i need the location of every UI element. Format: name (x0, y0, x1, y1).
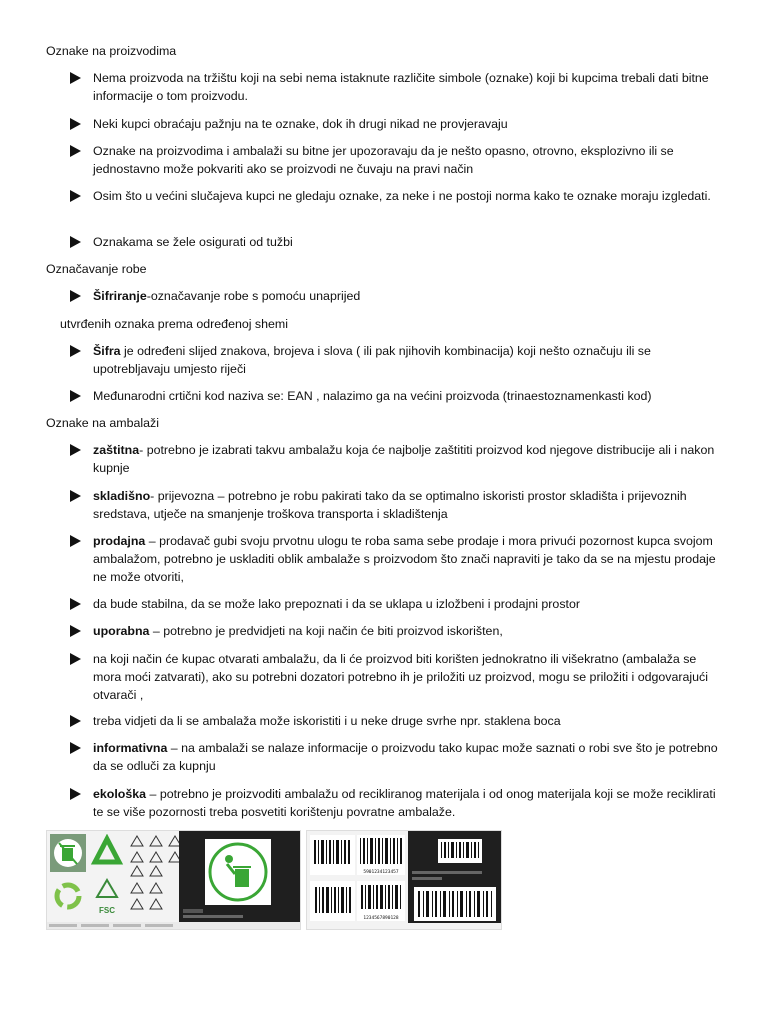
arrow-bullet-icon (70, 598, 81, 610)
list-item: informativna – na ambalaži se nalaze informacije o proizvodu tako kupac može saznati o robi sve što je potrebno da se odluči za kupnju (70, 739, 720, 775)
list-item: Oznake na proizvodima i ambalaži su bitne jer upozoravaju da je nešto opasno, otrovno, eksplozivno ili se jednostavno može pokvariti ako se proizvodi ne čuvaju na pravi način (70, 142, 720, 178)
list-item: zaštitna- potrebno je izabrati takvu ambalažu koja će najbolje zaštititi proizvod kod njegove distribucije ali i nakon kupnje (70, 441, 720, 477)
recycle-icon (50, 877, 86, 915)
arrow-bullet-icon (70, 190, 81, 202)
recycling-symbols-screenshot (46, 830, 301, 930)
arrow-bullet-icon (70, 118, 81, 130)
preview-barcode-large (414, 887, 496, 921)
tidy-man-icon (205, 839, 271, 905)
barcode-icon (414, 887, 496, 921)
recycle-symbol-tile-2 (50, 877, 86, 915)
caption-line (183, 909, 203, 913)
barcode-icon (310, 835, 355, 875)
list-item: treba vidjeti da li se ambalaža može iskoristiti i u neke druge svrhe npr. staklena boca (70, 712, 720, 730)
barcode-tile (357, 835, 405, 875)
arrow-bullet-icon (70, 390, 81, 402)
recycle-symbol-tile (89, 834, 125, 872)
preview-panel (408, 831, 502, 923)
arrow-bullet-icon (70, 742, 81, 754)
preview-image (205, 839, 271, 905)
barcode-tile (357, 881, 405, 921)
preview-barcode (438, 839, 482, 863)
tree-check-icon (89, 877, 125, 903)
arrow-bullet-icon (70, 625, 81, 637)
footer-bar (47, 922, 300, 929)
arrow-bullet-icon (70, 290, 81, 302)
list-item: ekološka – potrebno je proizvoditi ambalažu od recikliranog materijala i od onog materijala koji se može reciklirati te se više pozornosti treba posvetiti korištenju povratne ambalaže. (70, 785, 720, 821)
continuation-text: utvrđenih oznaka prema određenoj shemi (60, 317, 288, 331)
list-item: Međunarodni crtični kod naziva se: EAN , nalazimo ga na većini proizvoda (trinaestoznamenkasti kod) (70, 387, 720, 405)
caption-line (412, 877, 442, 880)
list-item: Osim što u većini slučajeva kupci ne gledaju oznake, za neke i ne postoji norma kako te oznake moraju izgledati. (70, 187, 720, 205)
barcode-icon (357, 881, 405, 913)
list-item: da bude stabilna, da se može lako prepoznati i da se uklapa u izložbeni i prodajni prostor (70, 595, 720, 613)
arrow-bullet-icon (70, 345, 81, 357)
arrow-bullet-icon (70, 236, 81, 248)
fsc-label: FSC (99, 906, 115, 915)
list-item: uporabna – potrebno je predvidjeti na koji način će biti proizvod iskorišten, (70, 622, 720, 640)
recycle-icon (89, 834, 125, 872)
plastic-codes-icon (129, 881, 174, 917)
plastic-codes-tile (129, 834, 184, 878)
heading-oznake-na-ambalazi: Oznake na ambalaži (46, 416, 159, 430)
list-item: Nema proizvoda na tržištu koji na sebi nema istaknute različite simbole (oznake) koji bi kupcima trebali dati bitne informacije o tom proizvodu. (70, 69, 720, 105)
bin-symbol-tile (50, 834, 86, 872)
barcode-tile (310, 881, 355, 921)
arrow-bullet-icon (70, 444, 81, 456)
barcode-icon (357, 835, 405, 867)
barcode-screenshot (306, 830, 502, 930)
heading-oznake-na-proizvodima: Oznake na proizvodima (46, 44, 177, 58)
barcode-icon (438, 839, 482, 863)
arrow-bullet-icon (70, 490, 81, 502)
list-item: Šifriranje-označavanje robe s pomoću unaprijed (70, 287, 720, 305)
caption-line (183, 915, 243, 918)
barcode-tile (310, 835, 355, 875)
plastic-codes-icon (129, 834, 184, 878)
barcode-icon (310, 881, 355, 921)
preview-panel (179, 831, 300, 923)
list-item: Šifra je određeni slijed znakova, brojeva i slova ( ili pak njihovih kombinacija) koji nešto označuju ili se upotrebljavaju umjesto riječi (70, 342, 720, 378)
barcode-number: 1234567890128 (363, 916, 399, 921)
caption-line (412, 871, 482, 874)
barcode-number: 5901234123457 (363, 870, 399, 875)
arrow-bullet-icon (70, 535, 81, 547)
plastic-codes-tile-2 (129, 881, 174, 917)
list-item: skladišno- prijevozna – potrebno je robu pakirati tako da se optimalno iskoristi prostor skladišta i prijevoznih sredstava, utječe na smanjenje troškova transporta i skladištenja (70, 487, 720, 523)
arrow-bullet-icon (70, 788, 81, 800)
arrow-bullet-icon (70, 653, 81, 665)
arrow-bullet-icon (70, 715, 81, 727)
list-item: Oznakama se žele osigurati od tužbi (70, 233, 720, 251)
list-item: na koji način će kupac otvarati ambalažu, da li će proizvod biti korišten jednokratno ili višekratno (ambalaža se mora moći zatvarati), ako su potrebni dozatori potrebno ih je priložiti uz proizvod, mogu se priložiti i odgovarajući otvarači , (70, 650, 720, 704)
list-item: Neki kupci obraćaju pažnju na te oznake, dok ih drugi nikad ne provjeravaju (70, 115, 720, 133)
list-item: prodajna – prodavač gubi svoju prvotnu ulogu te roba sama sebe prodaje i mora privući pozornost kupca svojom ambalažom, potrebno je uskladiti oblik ambalaže s proizvodom što znači napraviti je tako da se na mjestu prodaje ne može otvoriti, (70, 532, 720, 586)
arrow-bullet-icon (70, 72, 81, 84)
fsc-logo-tile (89, 877, 125, 915)
trash-bin-icon (50, 834, 86, 872)
heading-oznacavanje-robe: Označavanje robe (46, 262, 147, 276)
arrow-bullet-icon (70, 145, 81, 157)
